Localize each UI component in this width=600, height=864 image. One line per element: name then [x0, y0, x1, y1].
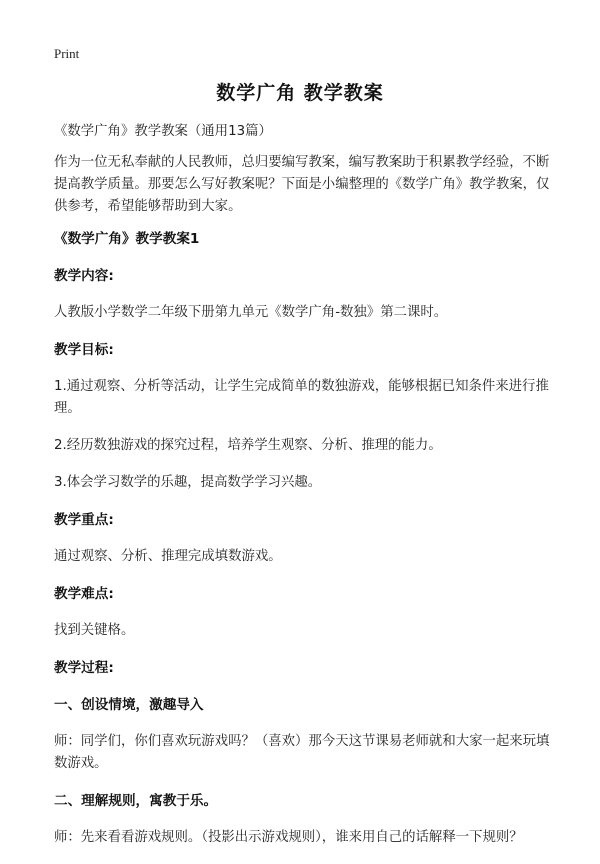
process-heading: 教学过程: [54, 660, 114, 676]
intro-paragraph: 作为一位无私奉献的人民教师，总归要编写教案，编写教案助于积累教学经验，不断提高教学质量。那要怎么写好教案呢？下面是小编整理的《数学广角》教学教案，仅供参考，希望能够帮助到大家。 [54, 155, 550, 214]
print-link[interactable]: Print [54, 46, 80, 61]
key-points-text: 通过观察、分析、推理完成填数游戏。 [54, 549, 282, 564]
content-text: 人教版小学数学二年级下册第九单元《数学广角-数独》第二课时。 [54, 305, 448, 320]
document-title: 数学广角 教学教案 [216, 82, 384, 104]
content-heading: 教学内容: [54, 268, 114, 284]
document-body [54, 121, 554, 864]
difficulty-heading: 教学难点: [54, 586, 114, 602]
section-title: 《数学广角》教学教案1 [54, 231, 200, 247]
step2-heading: 二、理解规则，寓教于乐。 [54, 793, 218, 809]
step1-heading: 一、创设情境，激趣导入 [54, 697, 204, 713]
goal-item: 3.体会学习数学的乐趣，提高数学学习兴趣。 [54, 475, 322, 490]
key-points-heading: 教学重点: [54, 512, 114, 528]
document-subtitle: 《数学广角》教学教案（通用13篇） [54, 124, 272, 139]
step2-text: 师：先来看看游戏规则。（投影出示游戏规则），谁来用自己的话解释一下规则？ [54, 830, 523, 845]
difficulty-text: 找到关键格。 [54, 623, 135, 638]
goal-item: 2.经历数独游戏的探究过程，培养学生观察、分析、推理的能力。 [54, 438, 442, 453]
goal-item: 1.通过观察、分析等活动，让学生完成简单的数独游戏，能够根据已知条件来进行推理。 [54, 379, 549, 416]
goals-heading: 教学目标: [54, 342, 114, 358]
step1-text: 师：同学们，你们喜欢玩游戏吗？（喜欢）那今天这节课易老师就和大家一起来玩填数游戏。 [54, 734, 550, 771]
